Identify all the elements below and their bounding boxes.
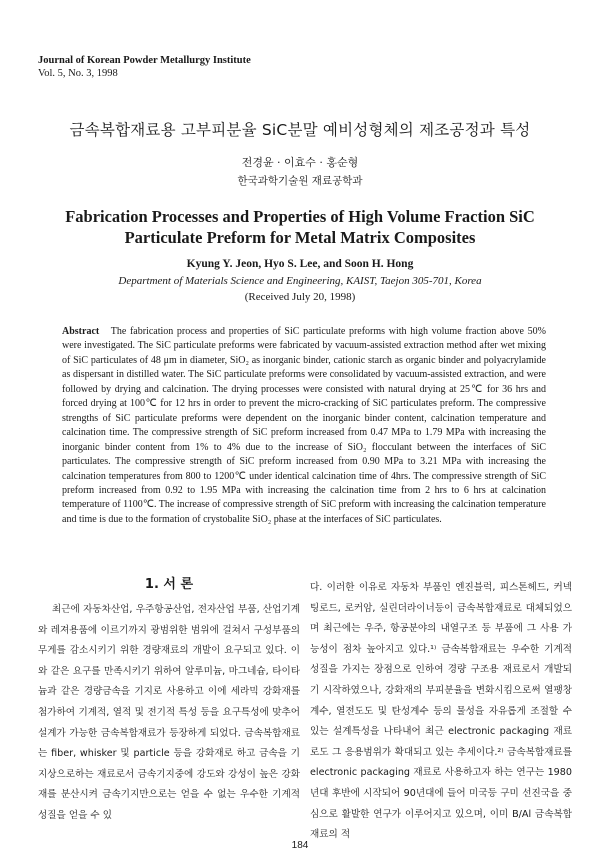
left-column-paragraph: 최근에 자동차산업, 우주항공산업, 전자산업 부품, 산업기계와 레져용품에 이르기까지 광범위한 범위에 걸쳐서 구성부품의 무게를 감소시키기 위한 경량재료의 개발이 요구되고 있다. 이와 같은 요구를 만족시키기 위하여 알루미늄, 마그네슘, 타이타늄과 같은 경량금속을 기지로 사용하고 이에 세라믹 강화재를 첨가하여 기계적, 열적 및 전기적 특성 등을 요구특성에 맞추어 설계가 가능한 금속복합재료가 등장하게 되었다. 금속복합재료는 fiber, whisker 및 particle 등을 강화재로 하고 금속을 기지상으로하는 재료로서 금속기지중에 강도와 강성이 높은 강화재를 분산시켜 금속기지만으로는 얻을 수 없는 우수한 기계적 성질을 얻을 수 있: [38, 604, 300, 821]
title-korean: 금속복합재료용 고부피분율 SiC분말 예비성형체의 제조공정과 특성: [69, 121, 531, 139]
left-column: [38, 600, 300, 827]
journal-header: [38, 54, 251, 80]
right-column-paragraph: 다. 이러한 이유로 자동차 부품인 엔진블럭, 피스톤헤드, 커넥팅로드, 로커암, 실린더라이너등이 금속복합재료로 대체되었으며 최근에는 우주, 항공분야의 내열구조 등 부품에 그 사용 가능성이 점차 높아지고 있다.¹⁾ 금속복합재료는 우수한 기계적 성질을 가지는 장점으로 인하여 경량 구조용 재료로서 개발되기 시작하였으나, 강화재의 부피분율을 변화시킴으로써 열팽창계수, 열전도도 및 탄성계수 등의 물성을 자유롭게 조절할 수 있는 설계특성을 나타내어 최근 electronic packaging 재료로도 그 응용범위가 확대되고 있는 추세이다.²⁾ 금속복합재료를 electronic packaging 재료로 사용하고자 하는 연구는 1980년대 후반에 시작되어 90년대에 들어 미국등 구미 선진국을 중심으로 활발한 연구가 이루어지고 있으며, 이미 B/Al 금속복합재료의 적: [310, 582, 572, 841]
section-heading-introduction: 1. 서 론: [144, 577, 194, 592]
page-number: 184: [291, 840, 309, 851]
received-date: (Received July 20, 1998): [244, 291, 356, 303]
authors-english: Kyung Y. Jeon, Hyo S. Lee, and Soon H. Hong: [186, 258, 414, 270]
abstract: [62, 325, 546, 527]
abstract-text: The fabrication process and properties of SiC particulate preforms with high volume fraction above 50% were investigated. The SiC particulate preforms were fabricated by vacuum-assisted extraction method after wet mixing of SiC particulates of 48 μm in diameter, SiO₂ as inorganic binder, cationic starch as organic binder and polyacrylamide as dispersant in distilled water. The SiC particulate preforms were consolidated by vacuum-assisted extraction, and were followed by drying and calcination. The drying processes were consisted with natural drying at 25℃ for 36 hrs and forced drying at 100℃ for 12 hrs in order to prevent the micro-cracking of SiC particulates preform. The compressive strengths of SiC particulate preforms were dependent on the inorganic binder content, calcination temperature and calcination time. The compressive strength of SiC preform increased from 0.47 MPa to 1.79 MPa with increasing the inorganic binder content from 1% to 4% due to the increase of SiO₂ flocculant between the interfaces of SiC particulates. The compressive strength of SiC preform increased from 0.90 MPa to 3.21 MPa with increasing the calcination temperatures from 800 to 1200℃ under identical calcination time of 4hrs. The compressive strength of SiC preform increased from 0.92 to 1.95 MPa with increasing the calcination time from 2 hrs to 6 hrs at calcination temperature of 1100℃. The increase of compressive strength of SiC preform with increasing the calcination temperature and time is due to the formation of crystobalite SiO₂ phase at the interfaces of SiC particulates.: [62, 326, 546, 525]
affiliation-korean: 한국과학기술원 재료공학과: [237, 175, 363, 187]
title-english-line1: Fabrication Processes and Properties of High Volume Fraction SiC: [65, 207, 535, 226]
authors-korean: 전경윤 · 이효수 · 홍순형: [241, 156, 359, 169]
right-column: [310, 578, 572, 846]
affiliation-english: Department of Materials Science and Engineering, KAIST, Taejon 305-701, Korea: [118, 275, 482, 287]
journal-name: Journal of Korean Powder Metallurgy Institute: [38, 55, 251, 66]
title-english-line2: Particulate Preform for Metal Matrix Composites: [124, 228, 476, 247]
title-english: [30, 206, 570, 248]
journal-volume: Vol. 5, No. 3, 1998: [38, 68, 118, 79]
abstract-label: Abstract: [62, 326, 100, 337]
